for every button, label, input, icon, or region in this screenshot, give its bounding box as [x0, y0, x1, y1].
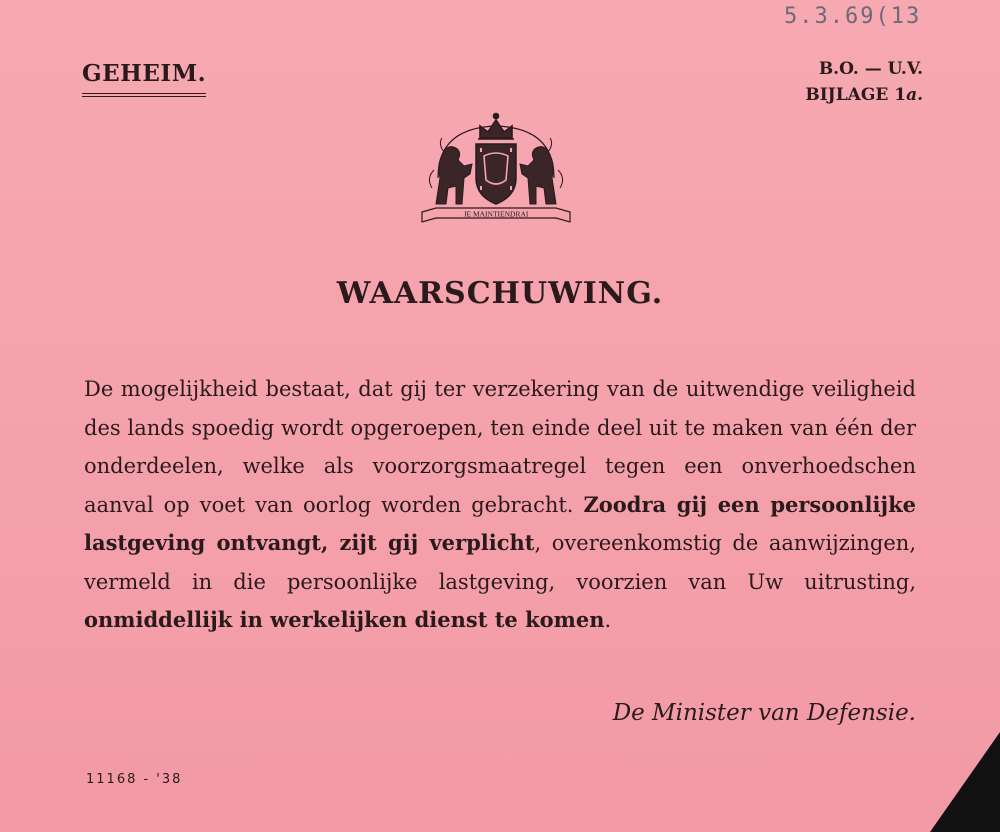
body-text-2: , overeenkomstig de aanwijzingen, vermeld in die persoonlijke lastgeving, voorzien van Uw uitrusting,: [84, 531, 916, 594]
reference-block: [795, 56, 923, 108]
signature: De Minister van Defensie.: [612, 700, 916, 726]
print-code: 11168 - '38: [86, 772, 183, 787]
body-text-3: .: [604, 608, 612, 632]
body-bold-2: onmiddellijk in werkelijken dienst te komen: [84, 607, 605, 632]
reference-line-2: [795, 82, 923, 108]
dutch-coat-of-arms-icon: [418, 108, 574, 226]
torn-corner: [930, 732, 1000, 832]
handwritten-note: 5.3.69(13: [784, 4, 922, 29]
classification-label: GEHEIM.: [82, 60, 206, 97]
motto-text: JE MAINTIENDRAI: [463, 209, 529, 219]
reference-line-1: B.O. — U.V.: [818, 59, 923, 79]
reference-prefix: BIJLAGE 1: [805, 85, 907, 105]
body-bold-1: Zoodra gij een persoonlijke lastgeving ontvangt, zijt gij verplicht: [84, 491, 916, 555]
reference-suffix: a.: [906, 85, 923, 105]
document-title: WAARSCHUWING.: [336, 276, 664, 311]
body-text-1: De mogelijkheid bestaat, dat gij ter verzekering van de uitwendige veiligheid des lands spoedig wordt opgeroepen, ten einde deel uit te maken van één der onderdeelen, welke als voorzorgsmaatregel tegen een onverhoedschen aanval op voet van oorlog worden gebracht.: [84, 377, 916, 517]
body-paragraph: [84, 370, 916, 640]
